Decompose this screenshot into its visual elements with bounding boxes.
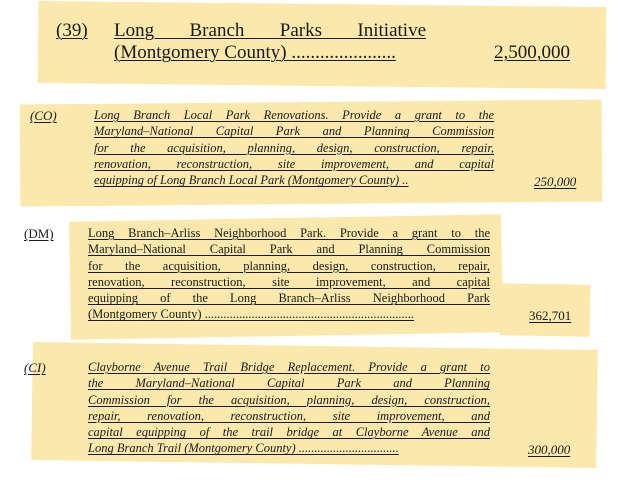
item-line: equipping of the Long Branch–Arliss Neighborhood Park (88, 291, 490, 306)
item-amount-co: 250,000 (534, 174, 577, 189)
item-line: Clayborne Avenue Trail Bridge Replacement. Provide a grant to (88, 360, 490, 374)
item-line: capital equipping of the trail bridge at Clayborne Avenue and (88, 425, 490, 440)
item-line: Long Branch Trail (Montgomery County) ................................ (88, 441, 399, 456)
item-line: renovation, reconstruction, site improvement, and capital (94, 156, 494, 171)
item-text-ci (88, 359, 490, 457)
item-line: Maryland–National Capital Park and Planning Commission (94, 124, 494, 139)
item-line: the Maryland–National Capital Park and Planning (88, 376, 490, 391)
item-line: for the acquisition, planning, design, construction, repair, (94, 140, 494, 155)
item-text-co (94, 107, 494, 188)
item-line: (Montgomery County) ................................................................... (88, 307, 415, 322)
item-code-co: (CO) (30, 108, 57, 123)
section-number: (39) (56, 20, 88, 41)
item-line: Maryland–National Capital Park and Planning Commission (88, 242, 490, 257)
item-line: Long Branch–Arliss Neighborhood Park. Provide a grant to the (88, 226, 490, 240)
section-amount: 2,500,000 (494, 42, 570, 63)
item-line: equipping of Long Branch Local Park (Montgomery County) .. (94, 173, 409, 188)
section-title-line1: Long Branch Parks Initiative (114, 20, 426, 41)
item-code-ci: (CI) (24, 360, 46, 375)
item-text-dm (88, 225, 490, 323)
item-amount-dm: 362,701 (529, 308, 572, 323)
section-title-line2: (Montgomery County) ...................... (114, 42, 396, 63)
item-line: Long Branch Local Park Renovations. Provide a grant to the (94, 108, 494, 122)
item-line: repair, renovation, reconstruction, site improvement, and (88, 408, 490, 423)
item-line: renovation, reconstruction, site improvement, and capital (88, 274, 490, 289)
item-line: for the acquisition, planning, design, construction, repair, (88, 258, 490, 273)
item-code-dm: (DM) (24, 226, 54, 241)
item-amount-ci: 300,000 (528, 442, 571, 457)
item-line: Commission for the acquisition, planning, design, construction, (88, 392, 490, 407)
